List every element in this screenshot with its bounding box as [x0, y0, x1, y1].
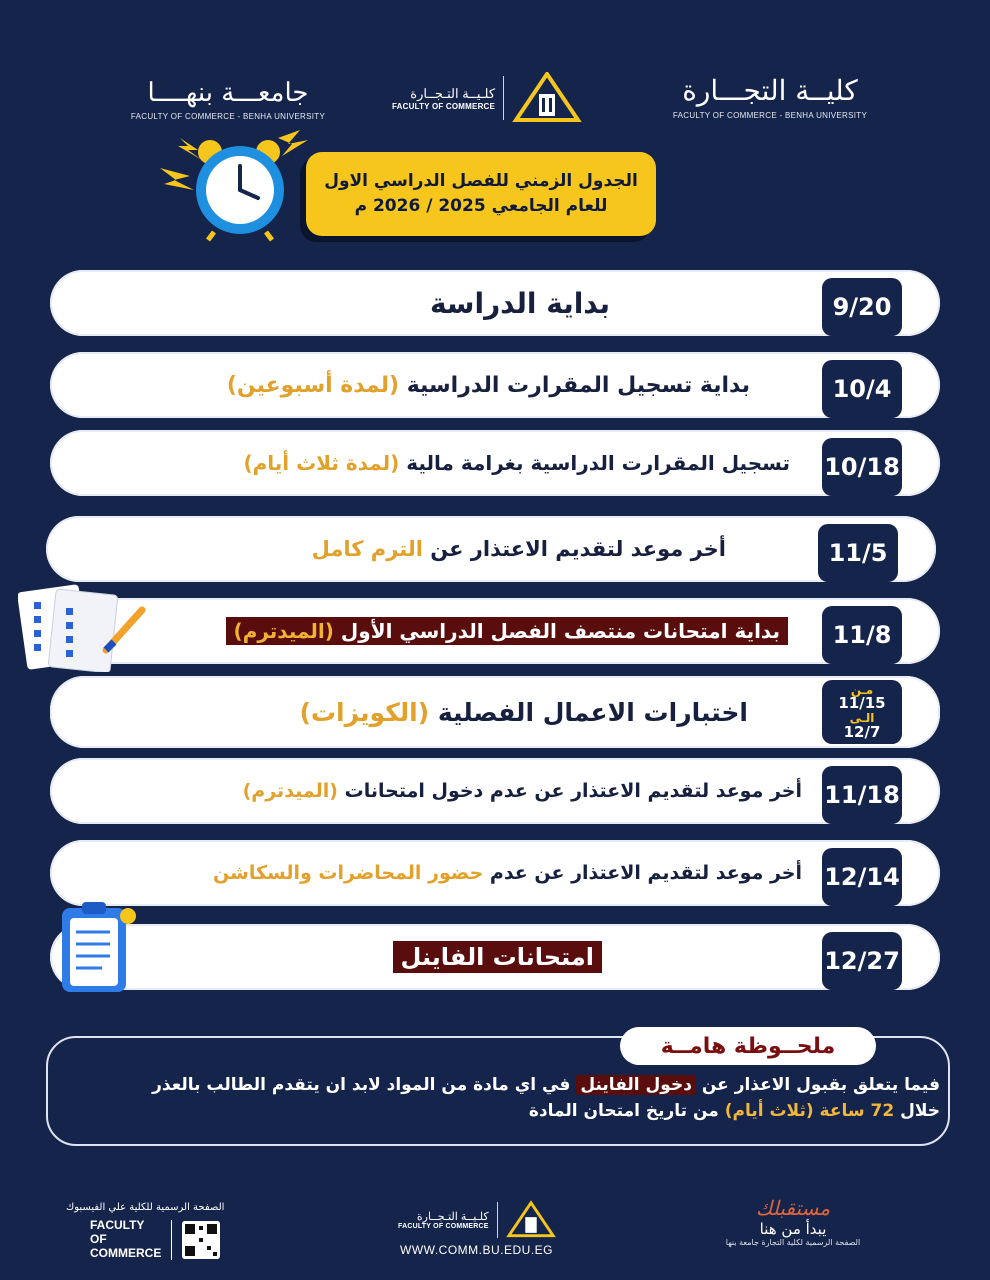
- website-link[interactable]: WWW.COMM.BU.EDU.EG: [400, 1243, 553, 1257]
- divider: [497, 1202, 498, 1238]
- logo-arabic: كلـيــة التـجــارة: [410, 85, 496, 101]
- row-date-range: [822, 680, 902, 744]
- row-text: تسجيل المقرارت الدراسية بغرامة مالية: [406, 451, 790, 475]
- logo-arabic: كليــة التجـــارة: [682, 74, 858, 107]
- note-text: [54, 1072, 940, 1125]
- note-line2-a: خلال: [900, 1101, 940, 1122]
- exam-papers-icon: [18, 580, 148, 672]
- facebook-page-label: الصفحة الرسمية للكلية علي الفيسبوك: [66, 1202, 225, 1213]
- note-line1-a: فيما يتعلق بقبول الاعذار عن: [701, 1075, 940, 1095]
- schedule-row: [50, 430, 940, 496]
- row-date: 10/18: [822, 438, 902, 496]
- alarm-clock-icon: [150, 128, 310, 243]
- page-subtitle: للعام الجامعي 2025 / 2026 م: [354, 196, 608, 216]
- qr-code-icon[interactable]: [182, 1221, 220, 1259]
- faculty-emblem-icon: [512, 72, 582, 124]
- schedule-row: [50, 270, 940, 336]
- faculty-logo-center: [392, 70, 592, 126]
- row-text: اختبارات الاعمال الفصلية: [437, 697, 748, 727]
- logo-arabic: كلـيــة التـجــارة: [416, 1211, 489, 1223]
- row-highlight: (الميدترم): [233, 619, 334, 643]
- fac-line: OF: [90, 1231, 107, 1246]
- row-date: 11/18: [822, 766, 902, 824]
- brand-tagline: يبدأ من هنا: [759, 1220, 827, 1238]
- schedule-row: [50, 598, 940, 664]
- fac-line: COMMERCE: [90, 1245, 162, 1260]
- row-date: 11/5: [818, 524, 898, 582]
- faculty-logo-right: [660, 74, 880, 120]
- note-line2-b: من تاريخ امتحان المادة: [528, 1101, 719, 1122]
- date-to: 12/7: [843, 722, 881, 741]
- schedule-row: [50, 352, 940, 418]
- future-starts-here-logo: [718, 1196, 868, 1247]
- fac-line: FACULTY: [90, 1218, 145, 1232]
- schedule-row: [50, 758, 940, 824]
- schedule-row: [50, 676, 940, 748]
- row-highlight: (لمدة أسبوعين): [226, 372, 400, 398]
- row-text: أخر موعد لتقديم الاعتذار عن عدم: [489, 862, 802, 884]
- page-title-box: [306, 152, 656, 236]
- facebook-page-block[interactable]: [66, 1202, 224, 1260]
- schedule-row: [46, 516, 936, 582]
- row-highlight: الترم كامل: [311, 537, 423, 561]
- schedule-row: [50, 924, 940, 990]
- row-text: بداية الدراسة: [429, 286, 610, 320]
- row-date: 9/20: [822, 278, 902, 336]
- row-highlight: حضور المحاضرات والسكاشن: [213, 862, 484, 884]
- schedule-row: [50, 840, 940, 906]
- note-line2-highlight: 72 ساعة (ثلاث أيام): [724, 1101, 895, 1122]
- faculty-text-logo: [90, 1219, 161, 1260]
- row-text: امتحانات الفاينل: [393, 941, 602, 973]
- logo-english: FACULTY OF COMMERCE: [398, 1223, 489, 1230]
- note-tag: ملحــوظة هامــة: [620, 1027, 876, 1065]
- faculty-emblem-icon: [506, 1200, 556, 1240]
- row-highlight: (لمدة ثلاث أيام): [243, 451, 400, 475]
- benha-university-logo: [128, 78, 328, 121]
- row-text: أخر موعد لتقديم الاعتذار عن عدم دخول امتحانات: [344, 780, 802, 802]
- logo-english: FACULTY OF COMMERCE - BENHA UNIVERSITY: [672, 111, 868, 120]
- row-date: 10/4: [822, 360, 902, 418]
- note-line1-b: في اي مادة من المواد لابد ان يتقدم الطالب بالعذر: [152, 1075, 571, 1095]
- date-from: 11/15: [838, 694, 886, 713]
- row-text: بداية تسجيل المقرارت الدراسية: [406, 372, 750, 398]
- brand-word: مستقبلك: [755, 1196, 831, 1220]
- row-text: أخر موعد لتقديم الاعتذار عن: [430, 537, 726, 561]
- row-highlight: (الميدترم): [242, 780, 338, 802]
- row-highlight: (الكويزات): [299, 697, 430, 727]
- row-date: 12/14: [822, 848, 902, 906]
- logo-english: FACULTY OF COMMERCE: [392, 101, 496, 111]
- date-to-label: الـى: [849, 711, 875, 725]
- row-date: 12/27: [822, 932, 902, 990]
- logo-english: FACULTY OF COMMERCE - BENHA UNIVERSITY: [130, 112, 326, 121]
- row-text: بداية امتحانات منتصف الفصل الدراسي الأول: [340, 619, 780, 643]
- date-from-label: مـن: [850, 682, 874, 697]
- page-title: الجدول الزمني للفصل الدراسي الاول: [324, 170, 638, 191]
- footer-faculty-logo: [398, 1198, 578, 1242]
- logo-arabic: جامعـــة بنهــــا: [147, 78, 309, 108]
- clipboard-icon: [52, 898, 144, 998]
- divider: [503, 76, 504, 120]
- facebook-page-note: الصفحة الرسمية لكلية التجارة جامعة بنها: [725, 1238, 861, 1247]
- note-line1-box: دخول الفاينل: [576, 1075, 696, 1095]
- row-date: 11/8: [822, 606, 902, 664]
